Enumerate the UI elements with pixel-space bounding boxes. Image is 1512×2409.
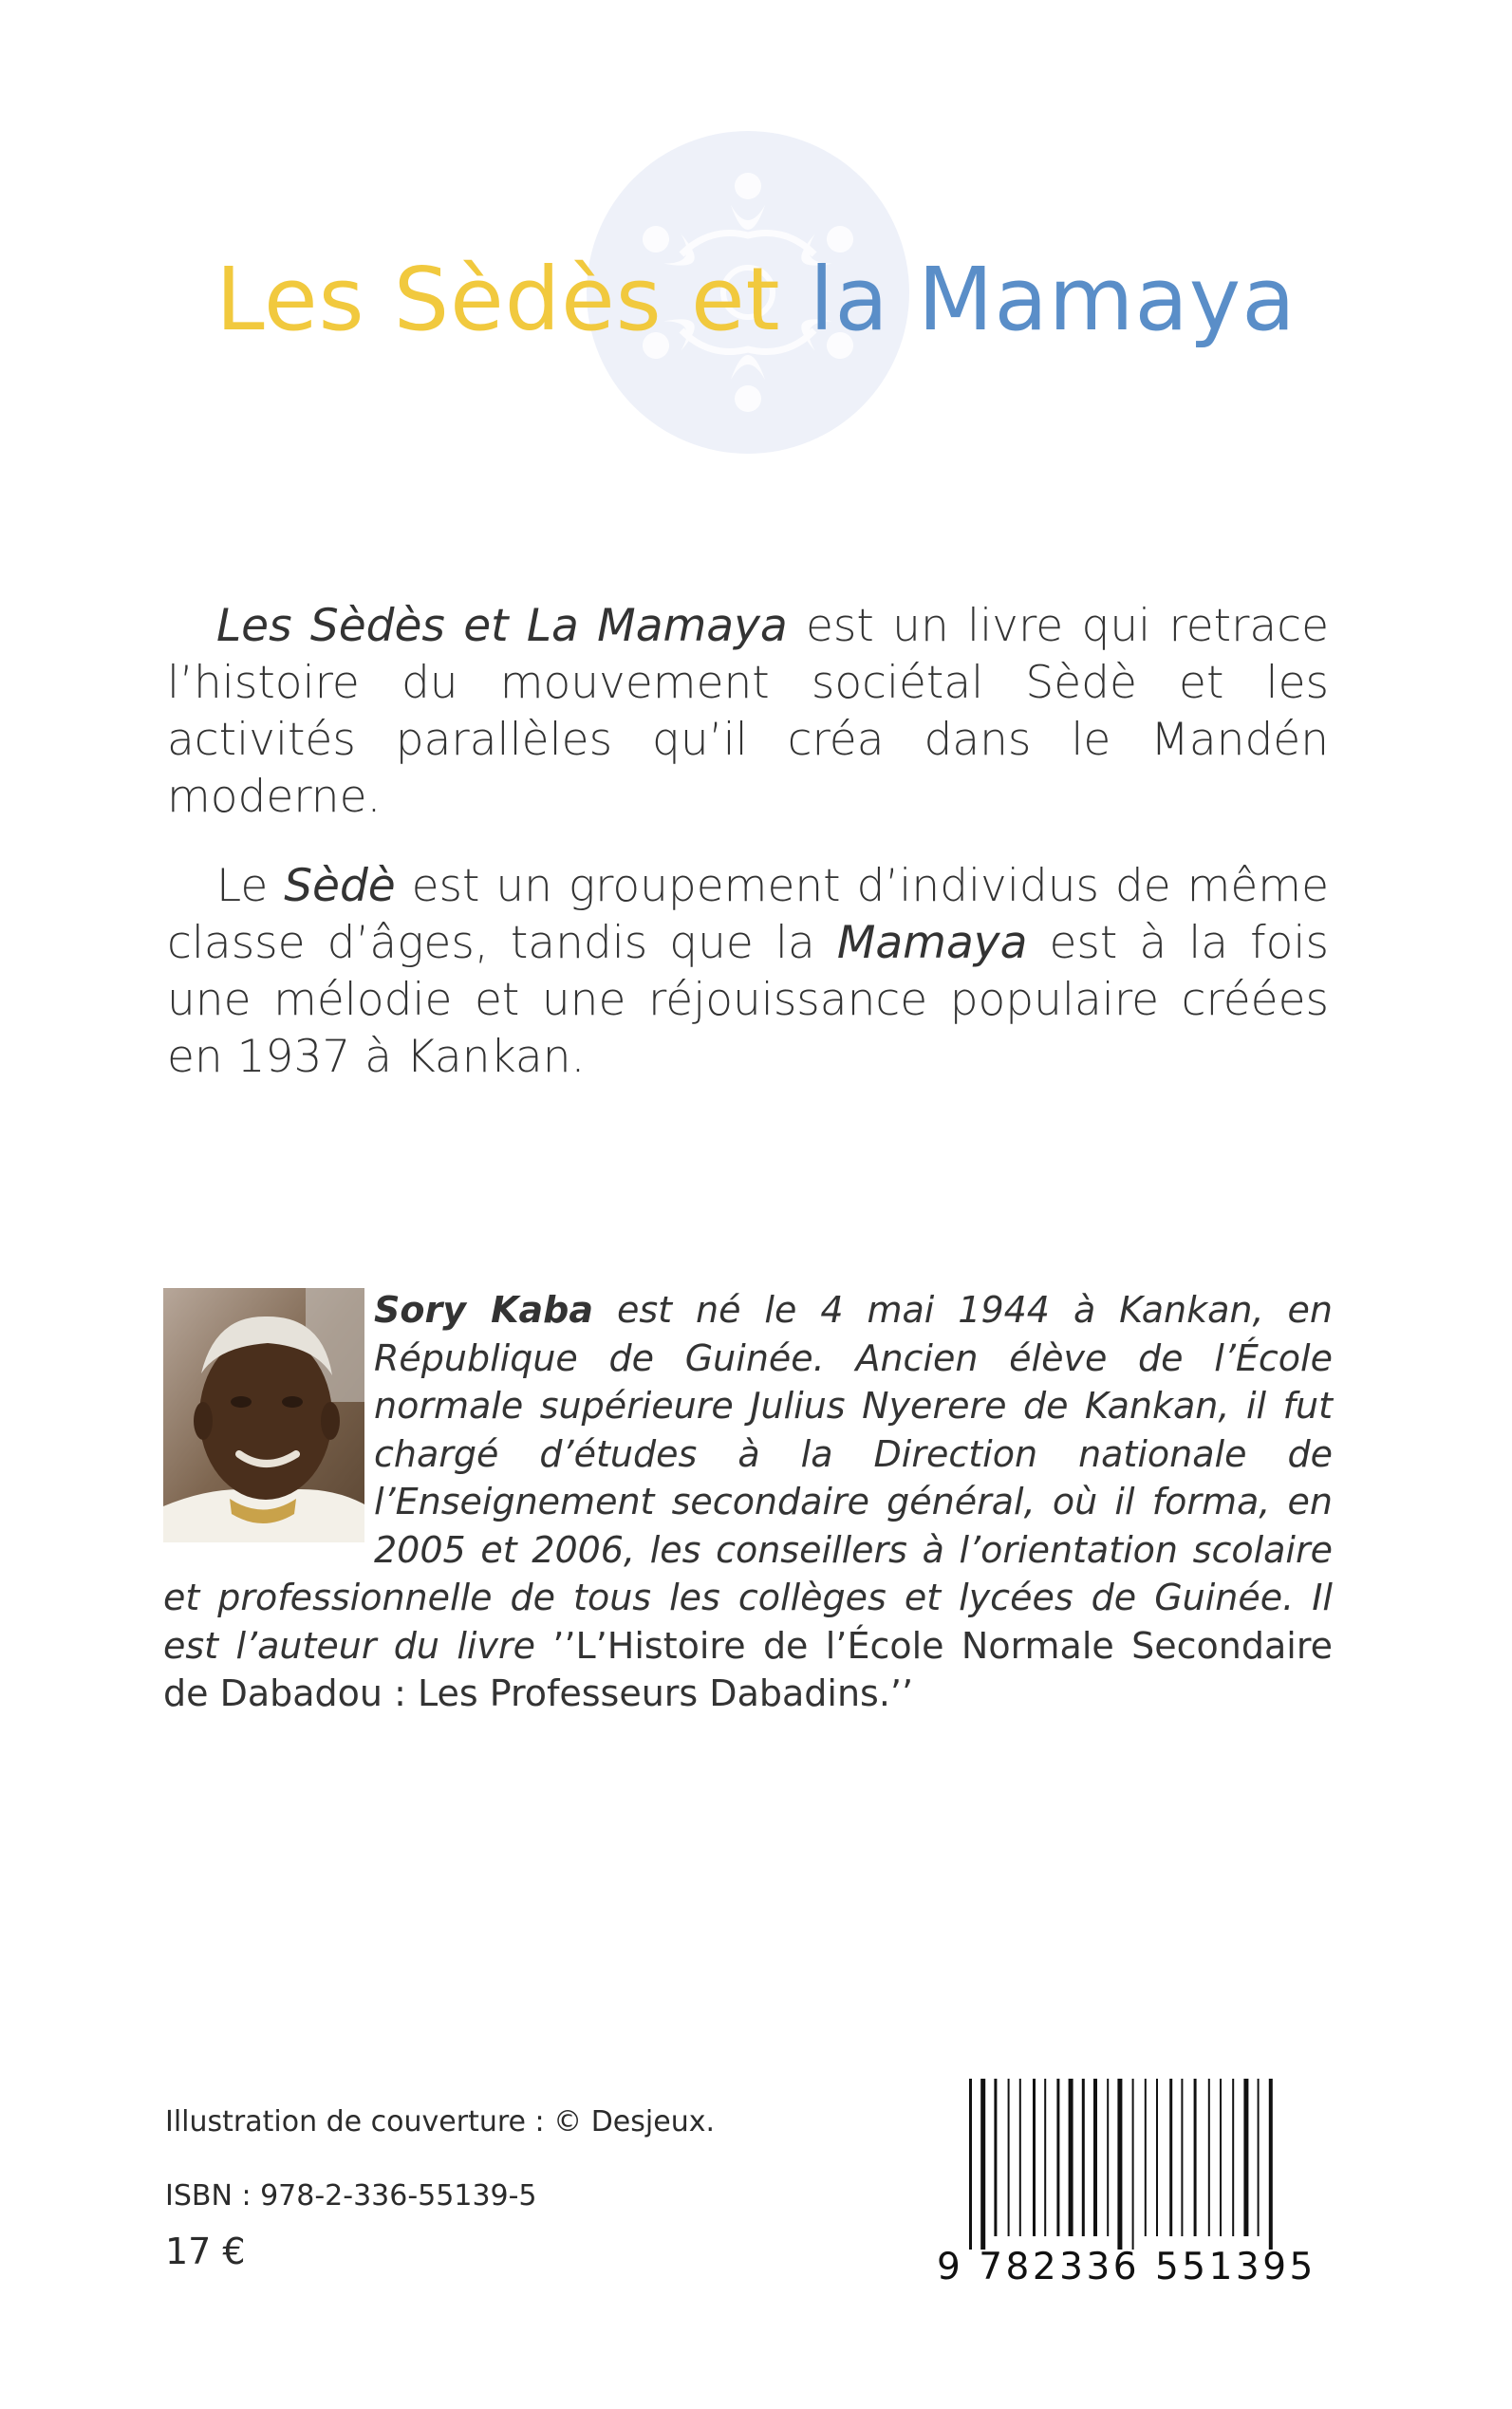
barcode-bar — [1033, 2079, 1036, 2236]
blurb-text: est à la fois une mélodie et une réjouissance populaire créées en 1937 à Kankan. — [167, 917, 1329, 1083]
barcode-bar — [1232, 2079, 1234, 2236]
barcode-bar — [1069, 2079, 1073, 2236]
isbn: ISBN : 978-2-336-55139-5 — [165, 2179, 537, 2213]
blurb-paragraph-2 — [167, 858, 1329, 1086]
price: 17 € — [165, 2231, 246, 2272]
barcode-bar — [1181, 2079, 1183, 2236]
barcode-bar — [1093, 2079, 1097, 2236]
barcode-bar — [1220, 2079, 1222, 2236]
title-part-blue: la Mamaya — [809, 249, 1297, 350]
barcode-bar — [1082, 2079, 1085, 2236]
barcode-bar — [1269, 2079, 1273, 2250]
blurb-paragraph-1 — [167, 598, 1329, 826]
barcode-digits: 9 782336 551395 — [937, 2246, 1316, 2288]
title-part-yellow: Les Sèdès et — [215, 249, 810, 350]
barcode-bar — [1019, 2079, 1021, 2236]
barcode-bar — [1107, 2079, 1109, 2236]
barcode-bar — [1117, 2079, 1122, 2250]
cover-credit: Illustration de couverture : © Desjeux. — [165, 2105, 715, 2138]
blurb-text: est un groupement d’individus de même classe d’âges, tandis que la — [167, 860, 1329, 969]
barcode-bar — [1169, 2079, 1172, 2236]
blurb-text: Le — [216, 860, 285, 912]
barcode-bar — [1056, 2079, 1059, 2236]
barcode-bar — [1044, 2079, 1046, 2236]
barcode-bar — [1008, 2079, 1010, 2236]
blurb-text: est un livre qui retrace l’histoire du mouvement sociétal Sèdè et les activités parallèles qu’il créa dans le Mandén moderne. — [167, 600, 1329, 823]
barcode-bar — [1208, 2079, 1210, 2236]
barcode-bar — [969, 2079, 972, 2250]
barcode-bar — [1132, 2079, 1134, 2250]
barcode-bar — [1258, 2079, 1260, 2236]
blurb-book-title: Les Sèdès et La Mamaya — [216, 600, 788, 652]
blurb-term-mamaya: Mamaya — [836, 917, 1028, 969]
author-bio-text: est né le 4 mai 1944 à Kankan, en République de Guinée. Ancien élève de l’École normale supérieure Julius Nyerere de Kankan, il fut chargé d’études à la Direction nationale de l’Enseignement secondaire général, où il forma, en 2005 et 2006, les conseillers à l’orientation scolaire et professionnelle de tous les collèges et lycées de Guinée. Il est l’auteur du livre — [163, 1289, 1333, 1667]
barcode-bar — [980, 2079, 985, 2250]
barcode-bar — [1243, 2079, 1248, 2236]
barcode-bar — [1156, 2079, 1158, 2236]
book-blurb — [167, 598, 1329, 1118]
author-bio — [163, 1286, 1333, 1718]
barcode-bar — [1194, 2079, 1197, 2236]
blurb-term-sede: Sèdè — [284, 860, 396, 912]
author-name: Sory Kaba — [374, 1289, 594, 1331]
author-book-title: ’’L’Histoire de l’École Normale Secondaire de Dabadou : Les Professeurs Dabadins.’’ — [163, 1624, 1333, 1714]
barcode-bar — [994, 2079, 997, 2236]
book-title — [0, 249, 1512, 350]
barcode-bar — [1145, 2079, 1147, 2236]
